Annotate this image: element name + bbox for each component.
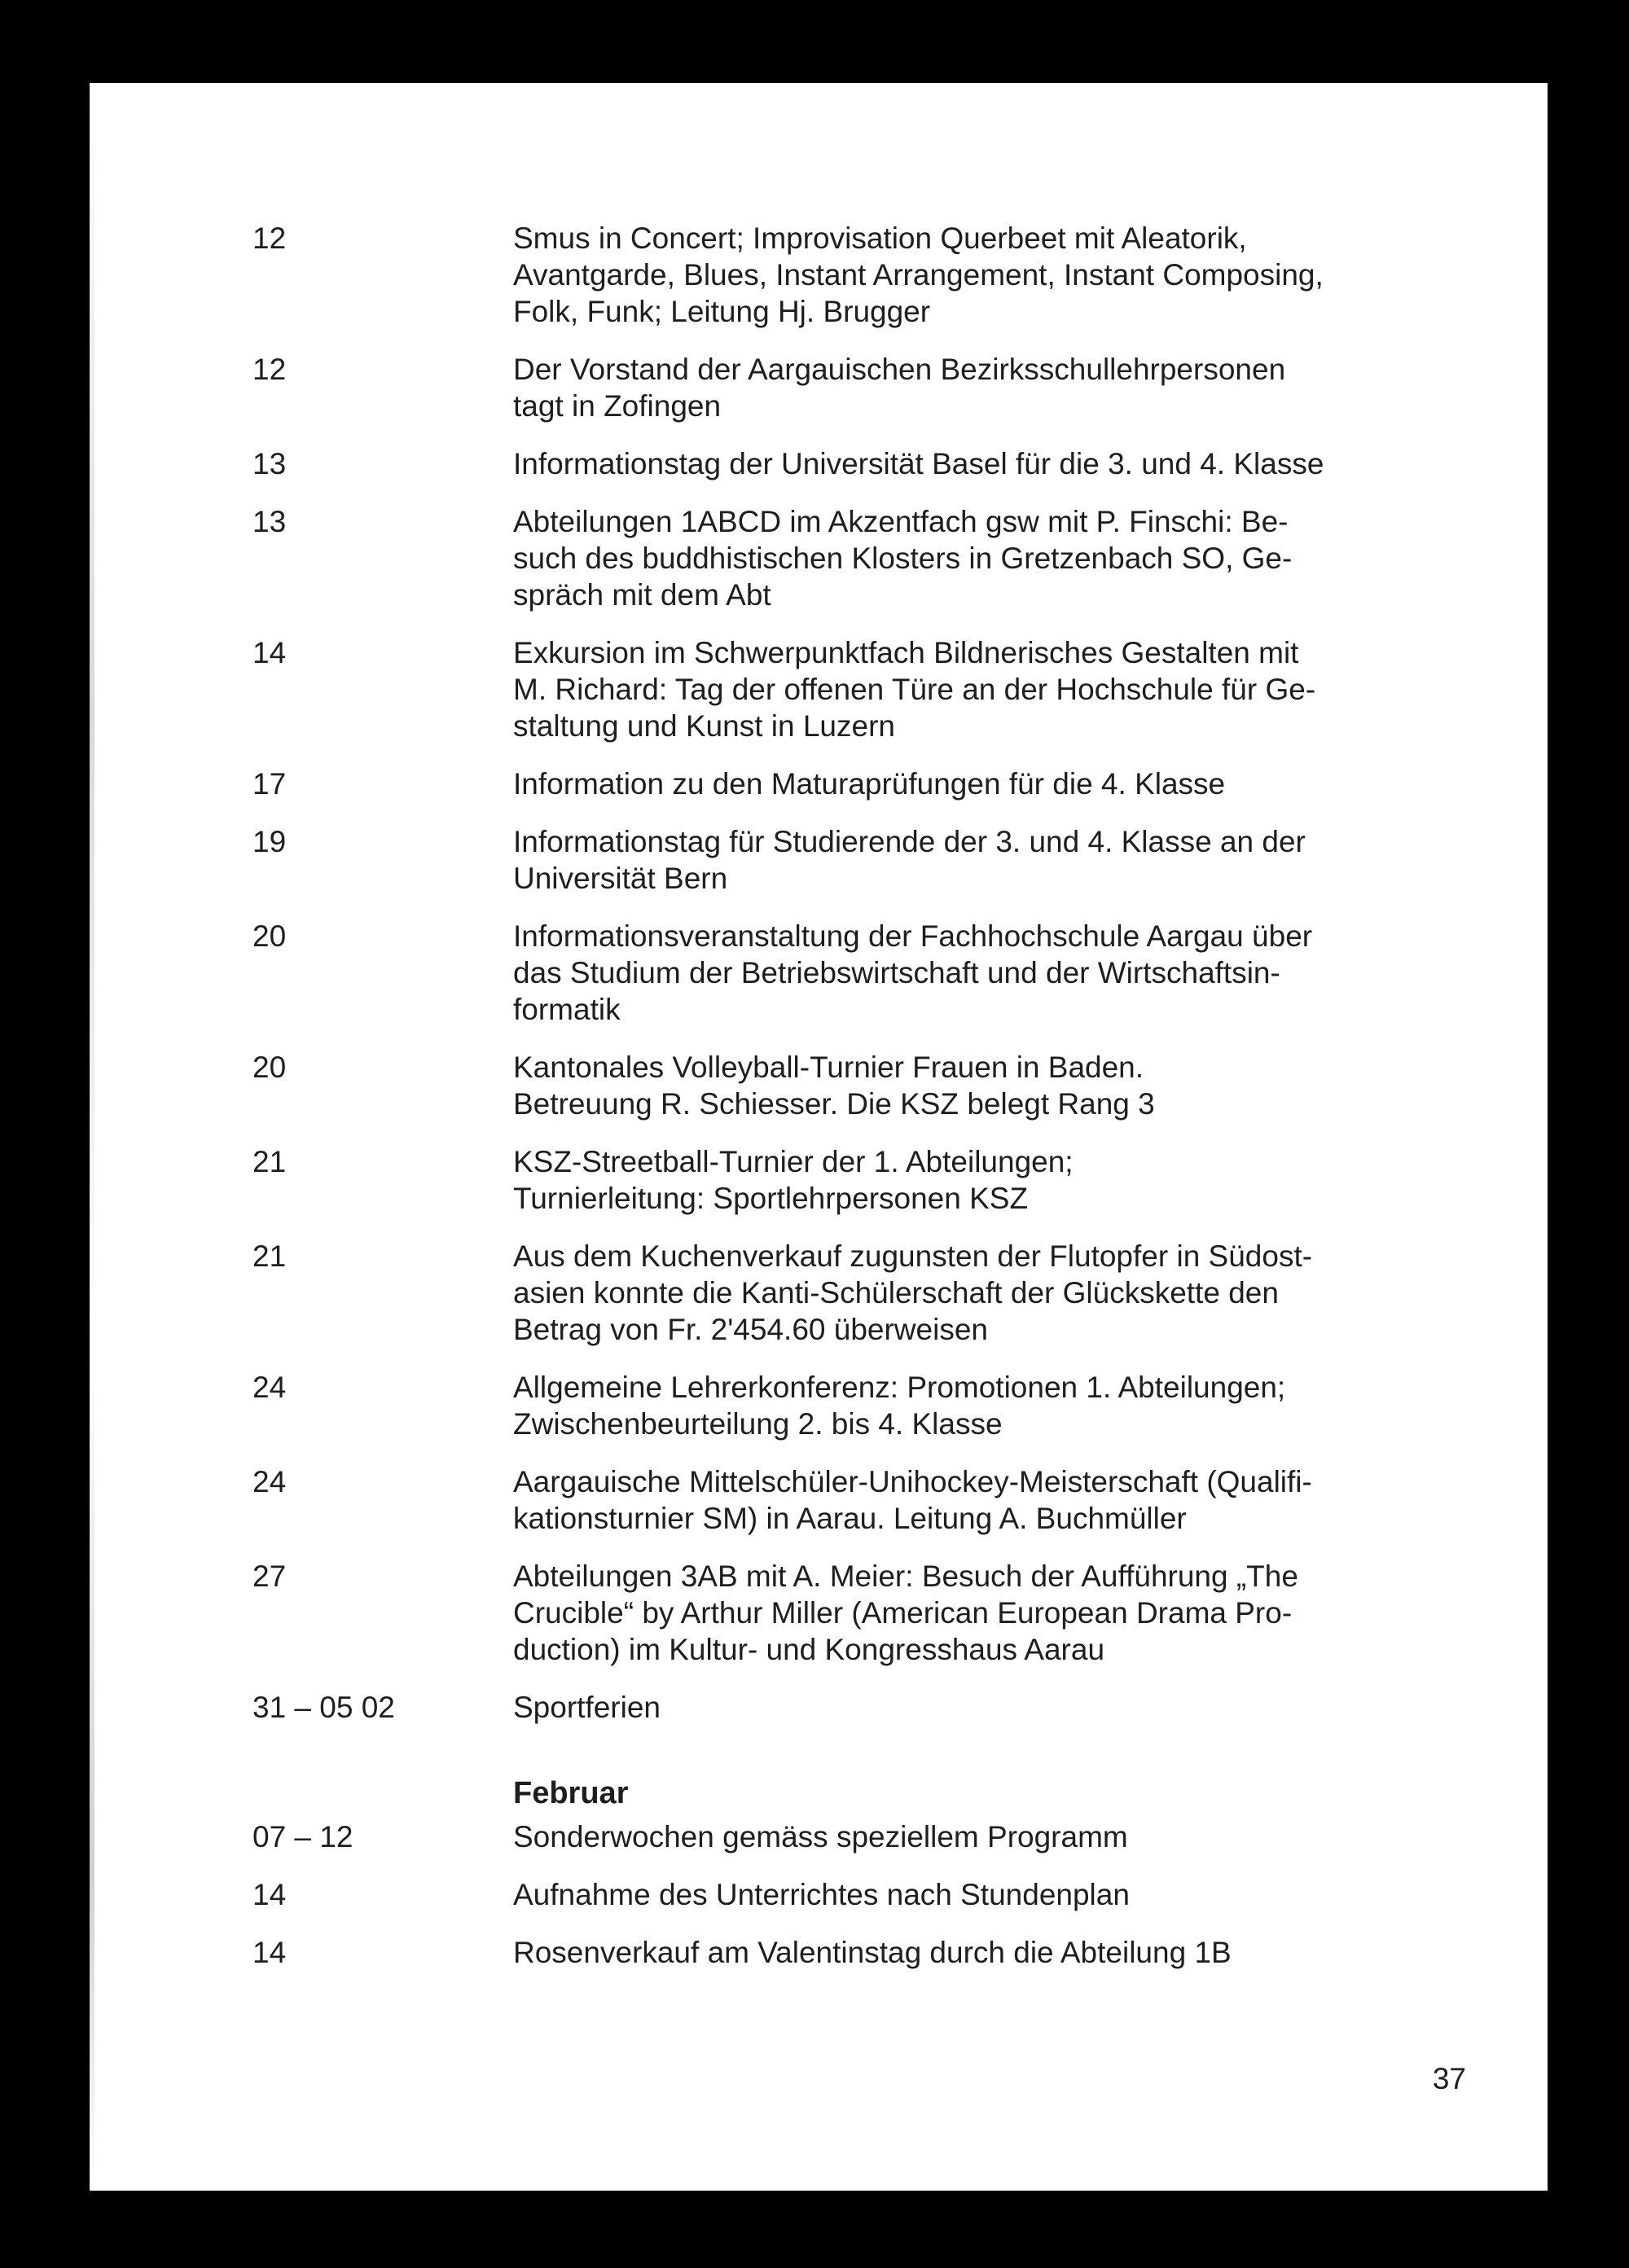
entry-row (252, 445, 1466, 482)
entry-row (252, 918, 1466, 1028)
entry-row (252, 220, 1466, 330)
entry-text: Information zu den Maturaprüfungen für die 4. Klasse (513, 767, 1226, 801)
entry-row (252, 351, 1466, 424)
entry-date: 24 (252, 1465, 287, 1498)
page-number: 37 (1432, 2062, 1466, 2095)
entry-row (252, 1818, 1466, 1855)
entry-text: Der Vorstand der Aargauischen Bezirksschullehrpersonen tagt in Zofingen (513, 353, 1286, 423)
document-page (90, 83, 1548, 2191)
entry-date: 14 (252, 1878, 287, 1911)
entry-text: Abteilungen 1ABCD im Akzentfach gsw mit P. Finschi: Be- such des buddhistischen Klosters in Gretzenbach SO, Ge- spräch mit dem Abt (513, 505, 1293, 612)
calendar-entries (252, 220, 1466, 1992)
entry-text: Sportferien (513, 1691, 661, 1724)
entry-text: Exkursion im Schwerpunktfach Bildnerisches Gestalten mit M. Richard: Tag der offenen Türe an der Hochschule für Ge- staltung und Kunst in Luzern (513, 636, 1316, 743)
entry-row (252, 1369, 1466, 1442)
entry-text: KSZ-Streetball-Turnier der 1. Abteilungen; Turnierleitung: Sportlehrpersonen KSZ (513, 1145, 1074, 1215)
entry-row (252, 1238, 1466, 1348)
entry-date: 12 (252, 222, 287, 255)
entry-date: 13 (252, 447, 287, 480)
entry-text: Allgemeine Lehrerkonferenz: Promotionen 1. Abteilungen; Zwischenbeurteilung 2. bis 4. Klasse (513, 1371, 1286, 1441)
entry-date: 21 (252, 1239, 287, 1273)
entry-date: 31 – 05 02 (252, 1691, 395, 1724)
entry-date: 20 (252, 1051, 287, 1084)
entry-date: 21 (252, 1145, 287, 1178)
entry-date: 24 (252, 1371, 287, 1404)
entry-date: 13 (252, 505, 287, 538)
entry-date: 14 (252, 636, 287, 669)
entry-text: Smus in Concert; Improvisation Querbeet mit Aleatorik, Avantgarde, Blues, Instant Arrangement, Instant Composing, Folk, Funk; Leitung Hj. Brugger (513, 222, 1324, 328)
entry-text: Informationstag für Studierende der 3. und 4. Klasse an der Universität Bern (513, 825, 1306, 895)
entry-date: 07 – 12 (252, 1820, 353, 1853)
entry-row (252, 634, 1466, 744)
entry-row (252, 823, 1466, 897)
entry-row (252, 1934, 1466, 1971)
entry-date: 17 (252, 767, 287, 801)
entry-row (252, 1143, 1466, 1217)
scan-edge (90, 83, 94, 2191)
entry-date: 14 (252, 1936, 287, 1969)
entry-row (252, 1463, 1466, 1537)
entry-date: 12 (252, 353, 287, 386)
entry-text: Abteilungen 3AB mit A. Meier: Besuch der Aufführung „The Crucible“ by Arthur Miller (American European Drama Pro- duction) im Kultur- und Kongresshaus Aarau (513, 1560, 1298, 1666)
entry-text: Informationsveranstaltung der Fachhochschule Aargau über das Studium der Betriebswirtschaft und der Wirtschaftsin- formatik (513, 919, 1313, 1026)
entry-text: Aus dem Kuchenverkauf zugunsten der Flutopfer in Südost- asien konnte die Kanti-Schülerschaft der Glückskette den Betrag von Fr. 2'454.60 überweisen (513, 1239, 1313, 1346)
section-heading-februar: Februar (513, 1776, 629, 1810)
entry-text: Aufnahme des Unterrichtes nach Stundenplan (513, 1878, 1130, 1911)
entry-date: 20 (252, 919, 287, 953)
entry-row (252, 1558, 1466, 1668)
entry-row (252, 766, 1466, 802)
entry-row (252, 1049, 1466, 1122)
entry-text: Sonderwochen gemäss speziellem Programm (513, 1820, 1128, 1853)
entry-row (252, 1876, 1466, 1913)
entry-date: 19 (252, 825, 287, 858)
entry-text: Rosenverkauf am Valentinstag durch die Abteilung 1B (513, 1936, 1232, 1969)
entry-text: Informationstag der Universität Basel für die 3. und 4. Klasse (513, 447, 1324, 480)
entry-text: Aargauische Mittelschüler-Unihockey-Meisterschaft (Qualifi- kationsturnier SM) in Aarau. Leitung A. Buchmüller (513, 1465, 1312, 1535)
entry-row (252, 503, 1466, 613)
entry-row (252, 1689, 1466, 1726)
entry-date: 27 (252, 1560, 287, 1593)
entry-text: Kantonales Volleyball-Turnier Frauen in Baden. Betreuung R. Schiesser. Die KSZ belegt Rang 3 (513, 1051, 1155, 1121)
